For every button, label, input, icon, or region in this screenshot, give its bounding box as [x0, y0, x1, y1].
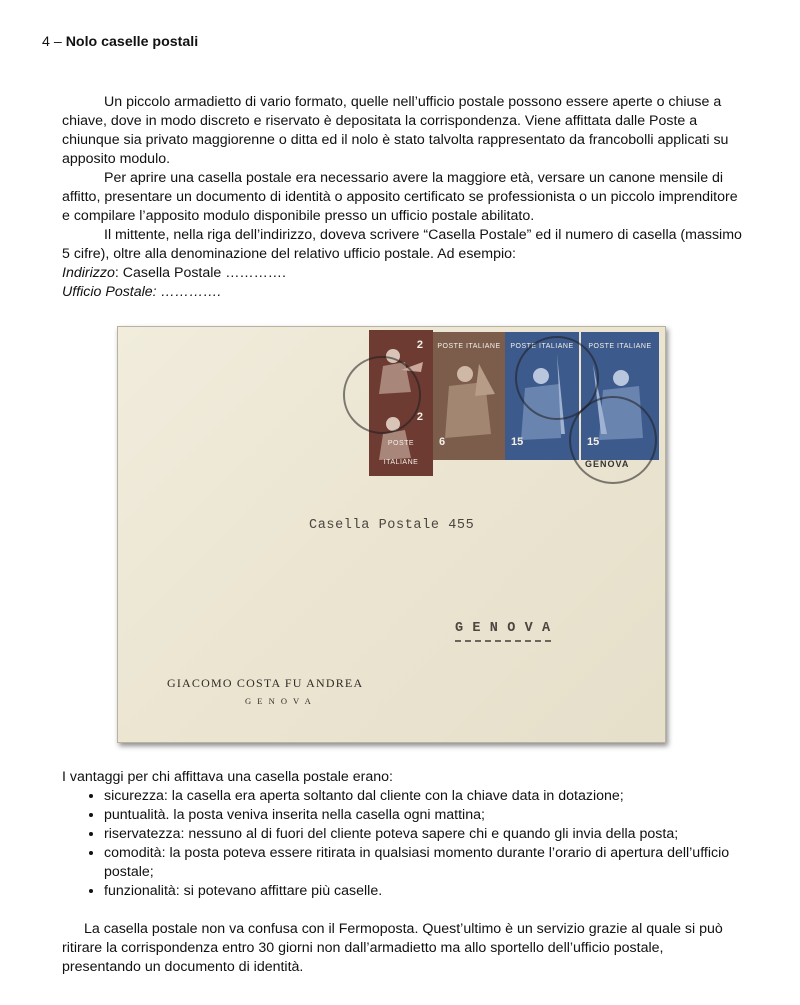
envelope-sender-city: G E N O V A: [245, 696, 313, 706]
stamp-value: 15: [587, 436, 600, 448]
postmark-text: GENOVA: [585, 459, 630, 469]
intro-paragraph-1: Un piccolo armadietto di vario formato, quelle nell’ufficio postale possono essere aperte o chiuse a chiave, dove in modo discreto e riservato è depositata la corrispondenza. Viene affittata dalle Poste a chiunque sia privato maggiorenne o ditta ed il nolo è stato talvolta rappresentato da francobolli applicati su apposito modulo.: [62, 94, 729, 167]
stamp-caption: POSTE ITALIANE: [383, 440, 419, 466]
example-address-value: : Casella Postale ………….: [114, 265, 286, 281]
list-item: • comodità: la posta poteva essere ritirata in qualsiasi momento durante l’orario di apertura dell’ufficio postale;: [104, 844, 742, 882]
stamp-value: 2: [416, 339, 423, 351]
section-title: Nolo caselle postali: [65, 34, 199, 50]
example-office-line: [62, 283, 742, 302]
stamp-caption: POSTE ITALIANE: [588, 343, 652, 350]
example-office-label: Ufficio Postale:: [62, 284, 157, 300]
intro-paragraph-2: Per aprire una casella postale era necessario avere la maggiore età, versare un canone mensile di affitto, presentare un documento di identità o apposito certificato se professionista o un piccolo imprenditore e compilare l’apposito modulo disponibile presso un ufficio postale abilitato.: [62, 170, 738, 224]
example-address-line: [62, 264, 742, 283]
envelope-sender-name: GIACOMO COSTA FU ANDREA: [167, 676, 364, 690]
list-item: • funzionalità: si potevano affittare più caselle.: [104, 882, 742, 901]
postmark-left: [343, 356, 421, 434]
stamp-value: 2: [416, 411, 423, 423]
closing-section: [62, 920, 742, 977]
envelope-image: [117, 326, 666, 743]
advantages-intro: I vantaggi per chi affittava una casella postale erano:: [62, 769, 393, 785]
envelope-address-line-2: G E N O V A: [455, 619, 551, 642]
intro-text: [62, 93, 742, 302]
stamp-value: 6: [439, 436, 446, 448]
stamp-caption: POSTE ITALIANE: [437, 343, 501, 350]
closing-paragraph: La casella postale non va confusa con il Fermoposta. Quest’ultimo è un servizio grazie al quale si può ritirare la corrispondenza entro 30 giorni non dall’armadietto ma allo sportello dell’ufficio postale, presentando un documento di identità.: [62, 921, 723, 975]
stamp-caption: POSTE ITALIANE: [510, 343, 574, 350]
advantages-section: [62, 768, 742, 901]
example-address-label: Indirizzo: [62, 265, 115, 281]
envelope-address-line-1: Casella Postale 455: [309, 518, 475, 533]
stamp-value: 15: [511, 436, 524, 448]
section-heading: [42, 33, 198, 52]
section-number: 4 –: [42, 34, 62, 50]
example-office-value: ………….: [156, 284, 222, 300]
list-item: • riservatezza: nessuno al di fuori del cliente poteva sapere chi e quando gli invia della posta;: [104, 825, 742, 844]
stamp-6-lire: [433, 332, 505, 460]
intro-paragraph-3: Il mittente, nella riga dell’indirizzo, doveva scrivere “Casella Postale” ed il numero di casella (massimo 5 cifre), oltre alla denominazione del relativo ufficio postale. Ad esempio:: [62, 227, 742, 262]
advantages-list: [62, 787, 742, 901]
list-item: • puntualità. la posta veniva inserita nella casella ogni mattina;: [104, 806, 742, 825]
postmark-right: [569, 396, 657, 484]
list-item: • sicurezza: la casella era aperta soltanto dal cliente con la chiave data in dotazione;: [104, 787, 742, 806]
